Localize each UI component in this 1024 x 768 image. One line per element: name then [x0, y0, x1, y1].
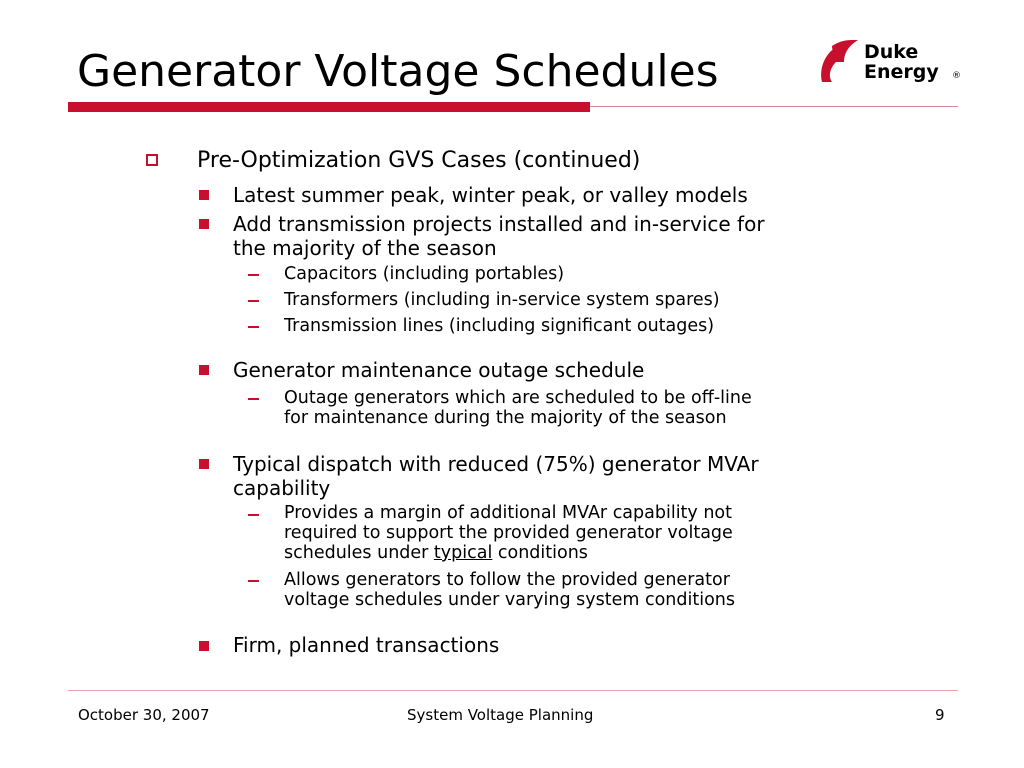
sub-bullet-text-line-2: voltage schedules under varying system conditions	[284, 590, 735, 610]
sub-bullet-text-line-1: Provides a margin of additional MVAr capability not	[284, 503, 733, 523]
duke-energy-logo	[818, 36, 964, 84]
logo-energy-text: Energy	[864, 61, 939, 83]
text-segment: conditions	[492, 543, 588, 563]
sub-bullet-text-line-2: for maintenance during the majority of the season	[284, 408, 727, 428]
page-number: 9	[935, 706, 945, 724]
square-bullet-icon	[199, 219, 209, 229]
square-bullet-icon	[199, 641, 209, 651]
logo-duke-text: Duke	[864, 41, 919, 63]
bullet-text: Generator maintenance outage schedule	[233, 358, 645, 382]
hollow-square-bullet-icon	[146, 154, 158, 166]
square-bullet-icon	[199, 190, 209, 200]
sub-bullet-text: Transformers (including in-service system spares)	[284, 290, 720, 310]
logo-registered-mark: ®	[952, 71, 961, 81]
dash-bullet-icon	[248, 326, 259, 328]
square-bullet-icon	[199, 365, 209, 375]
bullet-text: Firm, planned transactions	[233, 633, 500, 657]
footer-title: System Voltage Planning	[407, 706, 594, 724]
dash-bullet-icon	[248, 398, 259, 400]
bullet-heading: Pre-Optimization GVS Cases (continued)	[197, 148, 641, 173]
bullet-text-line-1: Typical dispatch with reduced (75%) generator MVAr	[233, 452, 759, 476]
text-segment: schedules under	[284, 543, 434, 563]
bullet-text-line-1: Add transmission projects installed and in-service for	[233, 212, 765, 236]
dash-bullet-icon	[248, 514, 259, 516]
sub-bullet-text-line-2: required to support the provided generator voltage	[284, 523, 733, 543]
underlined-word: typical	[433, 543, 493, 563]
dash-bullet-icon	[248, 580, 259, 582]
footer-date: October 30, 2007	[78, 706, 210, 724]
title-underline-rule	[590, 106, 958, 107]
square-bullet-icon	[199, 459, 209, 469]
footer-rule	[68, 690, 958, 691]
sub-bullet-text-line-1: Outage generators which are scheduled to be off-line	[284, 388, 752, 408]
slide-title: Generator Voltage Schedules	[77, 46, 719, 97]
bullet-text-line-2: the majority of the season	[233, 236, 497, 260]
sub-bullet-text: Capacitors (including portables)	[284, 264, 565, 284]
title-underline-bar	[68, 102, 590, 112]
sub-bullet-text-line-3	[284, 543, 588, 564]
bullet-text: Latest summer peak, winter peak, or valley models	[233, 183, 748, 207]
sub-bullet-text-line-1: Allows generators to follow the provided generator	[284, 570, 730, 590]
sub-bullet-text: Transmission lines (including significant outages)	[284, 316, 715, 336]
dash-bullet-icon	[248, 300, 259, 302]
bullet-text-line-2: capability	[233, 476, 331, 500]
dash-bullet-icon	[248, 274, 259, 276]
